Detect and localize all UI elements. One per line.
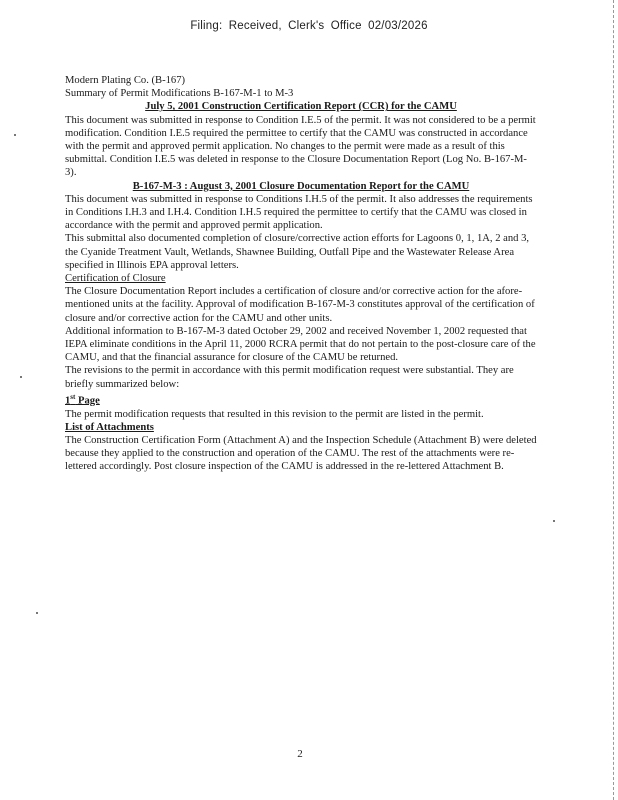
first-page-word: Page (75, 395, 100, 407)
certification-paragraph: The Closure Documentation Report includes a certification of closure and/or corrective action for the afore-mentioned units at the facility. Approval of modification B-167-M-3 constitutes approval of the certification of closure and/or corrective action for the CAMU and other units. (65, 286, 535, 324)
certification-heading: Certification of Closure (65, 273, 166, 285)
first-page-heading (65, 391, 537, 408)
section1-title: July 5, 2001 Construction Certification Report (CCR) for the CAMU (145, 101, 457, 113)
scan-speck (14, 134, 16, 136)
attachments-paragraph: The Construction Certification Form (Attachment A) and the Inspection Schedule (Attachment B) were deleted because they applied to the construction and operation of the CAMU. The rest of the attachments were re-lettered accordingly. Post closure inspection of the CAMU is addressed in the re-lettered Attachment B. (65, 435, 537, 473)
filing-stamp: Filing: Received, Clerk's Office 02/03/2026 (190, 20, 428, 32)
section2-title: B-167-M-3 : August 3, 2001 Closure Documentation Report for the CAMU (132, 180, 470, 192)
section2-paragraph-4: The revisions to the permit in accordance with this permit modification request were substantial. They are briefly summarized below: (65, 365, 514, 390)
page-number: 2 (297, 748, 303, 760)
section2-paragraph-1: This document was submitted in response to Conditions I.H.5 of the permit. It also addresses the requirements in Conditions I.H.3 and I.H.4. Condition I.H.5 required the permittee to certify that the CAMU was closed in accordance with the permit and approved permit application. (65, 193, 533, 232)
section1-paragraph: This document was submitted in response to Condition I.E.5 of the permit. It was not considered to be a permit modification. Condition I.E.5 required the permittee to certify that the CAMU was constructed in accordance with the permit and approved permit application. No changes to the permit were made as a result of this submittal. Condition I.E.5 was deleted in response to the Closure Documentation Report (Log No. B-167-M-3). (65, 114, 536, 179)
scan-speck (36, 612, 38, 614)
document-body (65, 74, 537, 474)
scan-speck (553, 520, 555, 522)
header-company: Modern Plating Co. (B-167) (65, 75, 186, 86)
section2-paragraph-2: This submittal also documented completion of closure/corrective action efforts for Lagoons 0, 1, 1A, 2 and 3, the Cyanide Treatment Vault, Wetlands, Shawnee Building, Outfall Pipe and the Wastewater Release Area specified in Illinois EPA approval letters. (65, 233, 530, 271)
first-page-number: 1 (65, 395, 71, 407)
first-page-paragraph: The permit modification requests that resulted in this revision to the permit are listed in the permit. (65, 408, 484, 420)
section2-paragraph-3: Additional information to B-167-M-3 dated October 29, 2002 and received November 1, 2002 requested that IEPA eliminate conditions in the April 11, 2000 RCRA permit that do not pertain to the post-closure care of the CAMU, and that the financial assurance for closure of the CAMU be returned. (65, 325, 536, 364)
first-page-ordinal: st (70, 392, 76, 401)
scan-speck (20, 376, 22, 378)
header-summary: Summary of Permit Modifications B-167-M-1 to M-3 (65, 88, 294, 100)
attachments-heading: List of Attachments (65, 421, 154, 433)
scan-edge-line (612, 0, 614, 800)
